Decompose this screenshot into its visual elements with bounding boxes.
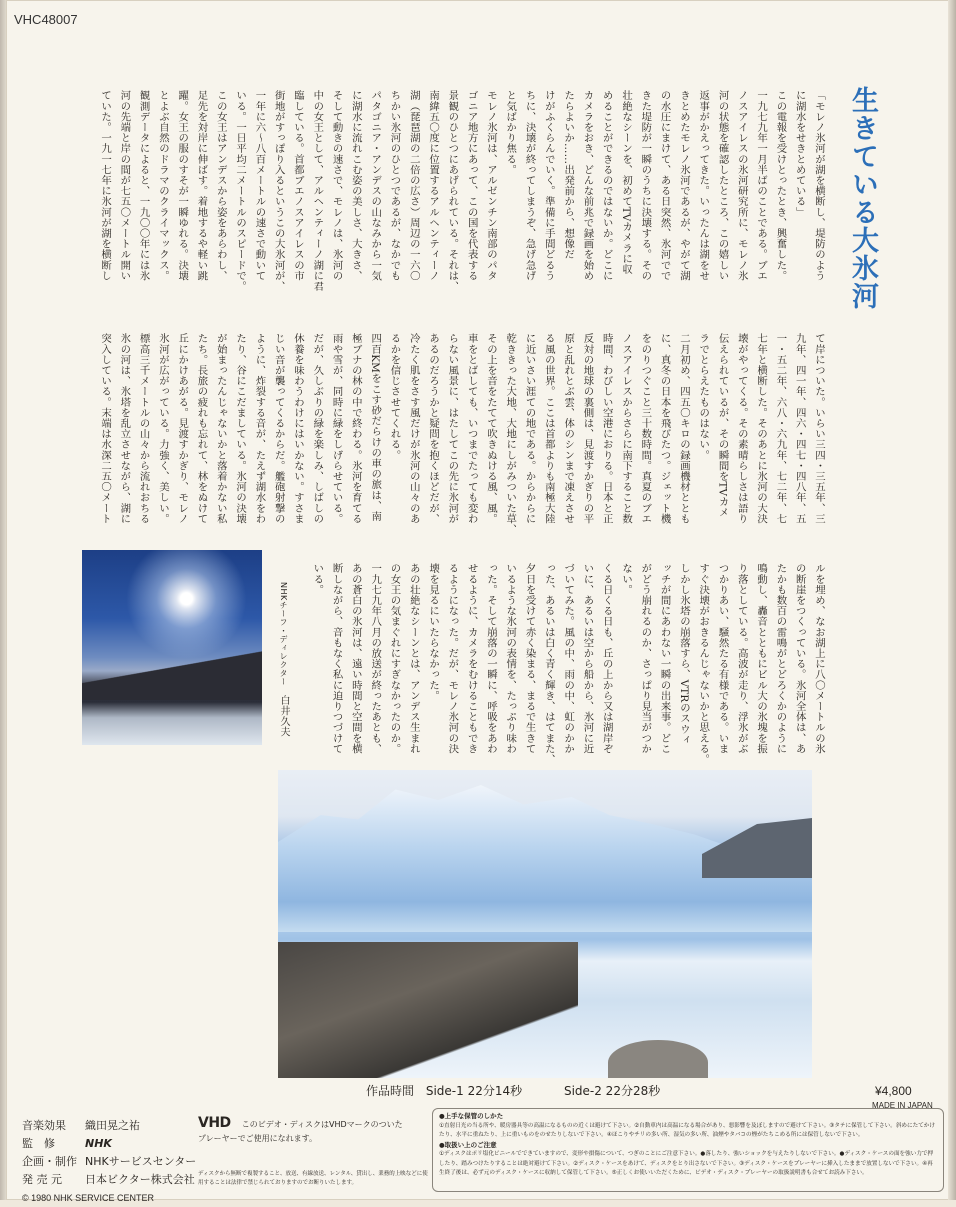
text-column: 壊がやってくる。その素晴らしさは語り bbox=[735, 333, 748, 524]
text-column: 氷河が広がっている。力強く、美しい。 bbox=[156, 333, 169, 524]
text-column: ちに、決壊が終ってしまうぞ、急げ急げ bbox=[523, 90, 536, 281]
text-column: がどう崩れるのか、さっぱり見当がつか bbox=[639, 563, 652, 754]
storage-heading: ●上手な保管のしかた bbox=[439, 1112, 504, 1120]
text-column: せるように、カメラをむけることもでき bbox=[465, 563, 478, 754]
care-notice-box bbox=[432, 1108, 944, 1192]
text-column: その上を音をたてて吹きぬける風、風。 bbox=[484, 333, 497, 524]
text-column: て岸についた。いらい三四・三五年、三 bbox=[813, 333, 825, 524]
photo-sun-over-glacier bbox=[82, 550, 262, 745]
text-column: 足先を対岸に伸ばす。着地するや軽い跳 bbox=[195, 90, 208, 281]
text-column: 四百KMをこす砂だらけの車の旅は、南 bbox=[369, 333, 382, 522]
text-column: モレノ氷河は、アルゼンチン南部のパタ bbox=[484, 90, 497, 281]
runtime bbox=[366, 1082, 668, 1099]
vhd-notice: VHD このビデオ・ディスクはVHDマークのついた プレーヤーでご使用になれます。 bbox=[198, 1115, 403, 1143]
handling-heading: ●取扱い上のご注意 bbox=[439, 1140, 497, 1149]
text-column: 七年と横断した。そのあとに氷河の大決 bbox=[755, 333, 768, 524]
text-column: ルを埋め、なお湖上に八〇メートルの氷 bbox=[813, 563, 825, 754]
text-column: 河の先端と岸の間が七五〇メートル開い bbox=[118, 90, 131, 281]
sleeve-edge-right bbox=[948, 0, 956, 1200]
text-column: 車をとばしても、いつまでたっても変わ bbox=[465, 333, 478, 524]
credit-row: 企画・制作 NHKサービスセンター bbox=[22, 1155, 197, 1168]
runtime-side2: Side-2 22分28秒 bbox=[563, 1084, 661, 1098]
text-column: ていた。一九一七年に氷河が湖を横断し bbox=[99, 90, 112, 281]
text-column: 返事がかえってきた。いったんは湖をせ bbox=[697, 90, 710, 281]
made-in-japan: MADE IN JAPAN bbox=[872, 1101, 933, 1110]
article-title: 生きている大氷河 bbox=[847, 86, 878, 310]
text-column: 躍。女王の服のすそが一瞬ゆれる。決壊 bbox=[176, 90, 189, 281]
text-column: 氷の河は、氷塔を乱立させながら、湖に bbox=[118, 333, 131, 524]
text-column: この女王はアンデスから姿をあらわし、 bbox=[214, 90, 227, 281]
text-column: 街地がすっぽり入るというこの大氷河が、 bbox=[272, 90, 285, 292]
text-column: 原と乱れとぶ雲、体のシンまで凍えさせ bbox=[562, 333, 575, 524]
text-column: じい音が襲ってくるからだ。艦砲射撃の bbox=[272, 333, 285, 524]
text-column: たらよいか……出発前から、想像だ bbox=[562, 90, 575, 260]
text-column: ゴニア地方にあって、この国を代表する bbox=[465, 90, 478, 281]
text-column: 一年に六～八百メートルの速さで動いて bbox=[253, 90, 266, 281]
text-column: いに、あるいは空から船から、氷河に近 bbox=[581, 563, 594, 754]
text-column: いる。一日平均二メートルのスピードで。 bbox=[234, 90, 247, 292]
text-column: めることができるのではないか。どこに bbox=[600, 90, 613, 281]
text-column: 雨や雪が、同時に緑をしげらせている。 bbox=[330, 333, 343, 524]
text-column: の水圧にまけて、ある日突然、氷河でで bbox=[658, 90, 671, 281]
text-column: った。そして崩落の一瞬に、呼吸をあわ bbox=[484, 563, 497, 754]
text-column: パタゴニア・アンデスの山なみから一気 bbox=[369, 90, 382, 281]
text-column: ない。 bbox=[620, 563, 633, 595]
text-column: づいてみた。風の中、雨の中、虹のかか bbox=[562, 563, 575, 754]
text-column: この電報を受けとったとき、興奮した。 bbox=[774, 90, 787, 281]
text-column: に湖水に流れこむ姿の美しさ、大きさ、 bbox=[349, 90, 362, 281]
text-column: ように、炸裂する音が、たえず湖水をわ bbox=[253, 333, 266, 524]
text-column: たかも数百の雷鳴がとどろくかのように bbox=[774, 563, 787, 754]
text-column: いるような氷河の表情を、たっぷり味わ bbox=[504, 563, 517, 754]
photo-moreno-glacier bbox=[278, 770, 812, 1078]
text-column: 伝えられているが、その瞬間をTVカメ bbox=[716, 333, 729, 518]
text-column: と気ばかり焦る。 bbox=[504, 90, 517, 175]
text-column: 断しながら、音もなく私に迫りつづけて bbox=[330, 563, 343, 754]
text-column: 湖（琵琶湖の二倍の広さ）周辺の一六〇 bbox=[407, 90, 420, 281]
text-column: 反対の地球の裏側は、見渡すかぎりの平 bbox=[581, 333, 594, 524]
author-name: 白井久夫 bbox=[278, 695, 289, 738]
copyright: © 1980 NHK SERVICE CENTER bbox=[22, 1193, 155, 1203]
text-column: 丘にかけあがる。見渡すかぎり、モレノ bbox=[176, 333, 189, 524]
text-column: る風の世界。ここは首都よりも南極大陸 bbox=[542, 333, 555, 524]
text-column: 時間、わびしい空港におりる。日本と正 bbox=[600, 333, 613, 524]
credit-row: 監 修 NHK bbox=[22, 1137, 112, 1150]
text-column: いる。 bbox=[311, 563, 324, 595]
text-column: 「モレノ氷河が湖を横断し、堤防のよう bbox=[813, 90, 825, 281]
text-column: ラでとらえたものはない。 bbox=[697, 333, 710, 461]
text-column: あるのだろうかと疑問を抱くほどだが、 bbox=[427, 333, 440, 524]
text-column: 一九七九年一月半ばのことである。ブエ bbox=[755, 90, 768, 281]
text-column: 一九七九年八月の放送が終ったあとも、 bbox=[369, 563, 382, 754]
text-column: あの壮絶なシーンとは、アンデス生まれ bbox=[407, 563, 420, 754]
text-column: り落としている。高波が走り、浮氷がぶ bbox=[735, 563, 748, 754]
text-column: 観測データによると、一九〇〇年には氷 bbox=[137, 90, 150, 281]
copy-prohibition-notice: ディスクから無断で複製すること、放送、有線放送、レンタル、貸出し、業務的上映などに使用することは法律で禁じられておりますのでお断りいたします。 bbox=[198, 1171, 428, 1186]
text-column: すぐ決壊がおきるんじゃないかと思える。 bbox=[697, 563, 710, 765]
author-credit bbox=[276, 582, 291, 737]
text-column: 一・五二年、六八・六九年、七二年、七 bbox=[774, 333, 787, 524]
text-column: 夕日を受けて赤く染まる、まるで生きて bbox=[523, 563, 536, 754]
text-column: きとめたモレノ氷河であるが、やがて湖 bbox=[677, 90, 690, 281]
credit-row: 発 売 元 日本ビクター株式会社 bbox=[22, 1173, 195, 1186]
text-column: きた堤防が一瞬のうちに決壊する。その bbox=[639, 90, 652, 281]
article-block-3 bbox=[307, 563, 828, 775]
text-column: が始まったんじゃないかと落着かない私 bbox=[214, 333, 227, 524]
text-column: けがふくらんでいく。準備に手間どるう bbox=[542, 90, 555, 281]
text-column: るようになった。だが、モレノ氷河の決 bbox=[446, 563, 459, 754]
text-column: 標高三千メートルの山々から流れおちる bbox=[137, 333, 150, 524]
article-block-1 bbox=[95, 90, 828, 302]
text-column: 乾ききった大地、大地にしがみついた草、 bbox=[504, 333, 517, 535]
text-column: そして動きの速さで、モレノは、氷河の bbox=[330, 90, 343, 281]
author-role: NHKチーフ・ディレクター bbox=[279, 582, 288, 686]
text-column: 壮絶なシーンを、初めてTVカメラに収 bbox=[620, 90, 633, 275]
text-column: に、真冬の日本を飛びたつ。ジェット機 bbox=[658, 333, 671, 524]
text-column: 九年、四一年、四六・四七・四八年、五 bbox=[793, 333, 806, 524]
runtime-side1: Side-1 22分14秒 bbox=[425, 1084, 523, 1098]
text-column: たち。長旅の疲れも忘れて、林をぬけて bbox=[195, 333, 208, 524]
text-column: カメラをおき、どんな前兆で録画を始め bbox=[581, 90, 594, 281]
text-column: 臨している。首都ブエノスアイレスの市 bbox=[291, 90, 304, 281]
catalog-number: VHC48007 bbox=[14, 12, 78, 27]
text-column: 休養を味わうわけにはいかない。すさま bbox=[291, 333, 304, 524]
text-column: 鳴動し、轟音とともにビル大の氷塊を振 bbox=[755, 563, 768, 754]
text-column: たり、谷にこだましている。氷河の決壊 bbox=[234, 333, 247, 524]
text-column: ノスアイレスからさらに南下すること数 bbox=[620, 333, 633, 524]
text-column: 河の状態を確認したところ、この嬉しい bbox=[716, 90, 729, 281]
text-column: ちかい氷河のひとつであるが、なかでも bbox=[388, 90, 401, 281]
text-column: 極ブナの林の中で終わる。氷河を育てる bbox=[349, 333, 362, 524]
runtime-label: 作品時間 bbox=[366, 1084, 415, 1098]
credit-row: 音楽効果 織田晃之祐 bbox=[22, 1119, 140, 1132]
production-credits bbox=[22, 1117, 196, 1207]
text-column: をのりつぐこと三十数時間。真夏のブエ bbox=[639, 333, 652, 524]
storage-text: ①直射日光の当る所や、暖房器具等の高温になるものの近くは避けて下さい。②自動車内は高温になる場合があり、悪影響を及ぼしますので避けて下さい。③タテに保管して下さい。斜めにたてかけたり、水平に重ねたり、上に重いものをのせたりしないで下さい。④ほこりやチリの多い所、湿気の多い所、油煙やタバコの煙がたちこめる所には保管しないで下さい。 bbox=[439, 1122, 935, 1138]
text-column: つかりあい、騒然たる有様である。いま bbox=[716, 563, 729, 754]
text-column: くる日くる日も、丘の上から又は湖岸ぞ bbox=[600, 563, 613, 754]
text-column: あの蒼白の氷河は、遠い時間と空間を横 bbox=[349, 563, 362, 754]
handling-text: ①ディスクはポリ塩化ビニールでできていますので、変形や損傷について、つぎのことにご注意下さい。●落したり、強いショックを与えたりしないで下さい。●ディスク・ケースの面を強い力で押したり、踏みつけたりすることは絶対避けて下さい。②ディスク・ケースをあけて、ディスクをとり出さないで下さい。③ディスク・ケースをプレーヤーに挿入したままで放置しないで下さい。④再生終了後は、必ず元のディスク・ケースに収納して保管して下さい。⑤正しくお使いいただくために、ビデオ・ディスク・プレーヤーの取扱説明書も合せてお読み下さい。 bbox=[439, 1151, 934, 1176]
text-column: 二月初め、四五〇キロの録画機材ととも bbox=[677, 333, 690, 524]
text-column: に近いさい涯ての地である。からからに bbox=[523, 333, 536, 524]
text-column: らない風景に、はたしてこの先に氷河が bbox=[446, 333, 459, 524]
text-column: るかを信じさせてくれる。 bbox=[388, 333, 401, 461]
price: ¥4,800 bbox=[875, 1084, 912, 1098]
text-column: った、あるいは白く青く輝き、はてまた、 bbox=[542, 563, 555, 765]
text-column: とよぶ自然のドラマのクライマックス。 bbox=[156, 90, 169, 281]
text-column: の断崖をつくっている。氷河全体は、あ bbox=[793, 563, 806, 754]
text-column: の女王の気まぐれにすぎなかったのか。 bbox=[388, 563, 401, 754]
text-column: 南緯五〇度に位置するアルヘンティーノ bbox=[427, 90, 440, 281]
text-column: 中の女王として、アルヘンティーノ湖に君 bbox=[311, 90, 324, 292]
text-column: 冷たく肌をさす風だけが氷河の山々のあ bbox=[407, 333, 420, 524]
text-column: ノスアイレスの氷河研究所に、モレノ氷 bbox=[735, 90, 748, 281]
text-column: 壊を見るにいたらなかった。 bbox=[427, 563, 440, 701]
text-column: ッチが間にあわない一瞬の出来事。どこ bbox=[658, 563, 671, 754]
text-column: 突入している。末端は水深二五〇メート bbox=[99, 333, 112, 524]
vhd-logo: VHD bbox=[198, 1115, 231, 1131]
article-block-2 bbox=[95, 333, 828, 545]
text-column: に湖水をせきとめている」 bbox=[793, 90, 806, 218]
text-column: しかし氷塔の崩落すら、VTRのスウィ bbox=[677, 563, 690, 745]
text-column: だが、久しぶりの緑を楽しみ、しばしの bbox=[311, 333, 324, 524]
text-column: 景観のひとつにあげられている。それは、 bbox=[446, 90, 459, 292]
